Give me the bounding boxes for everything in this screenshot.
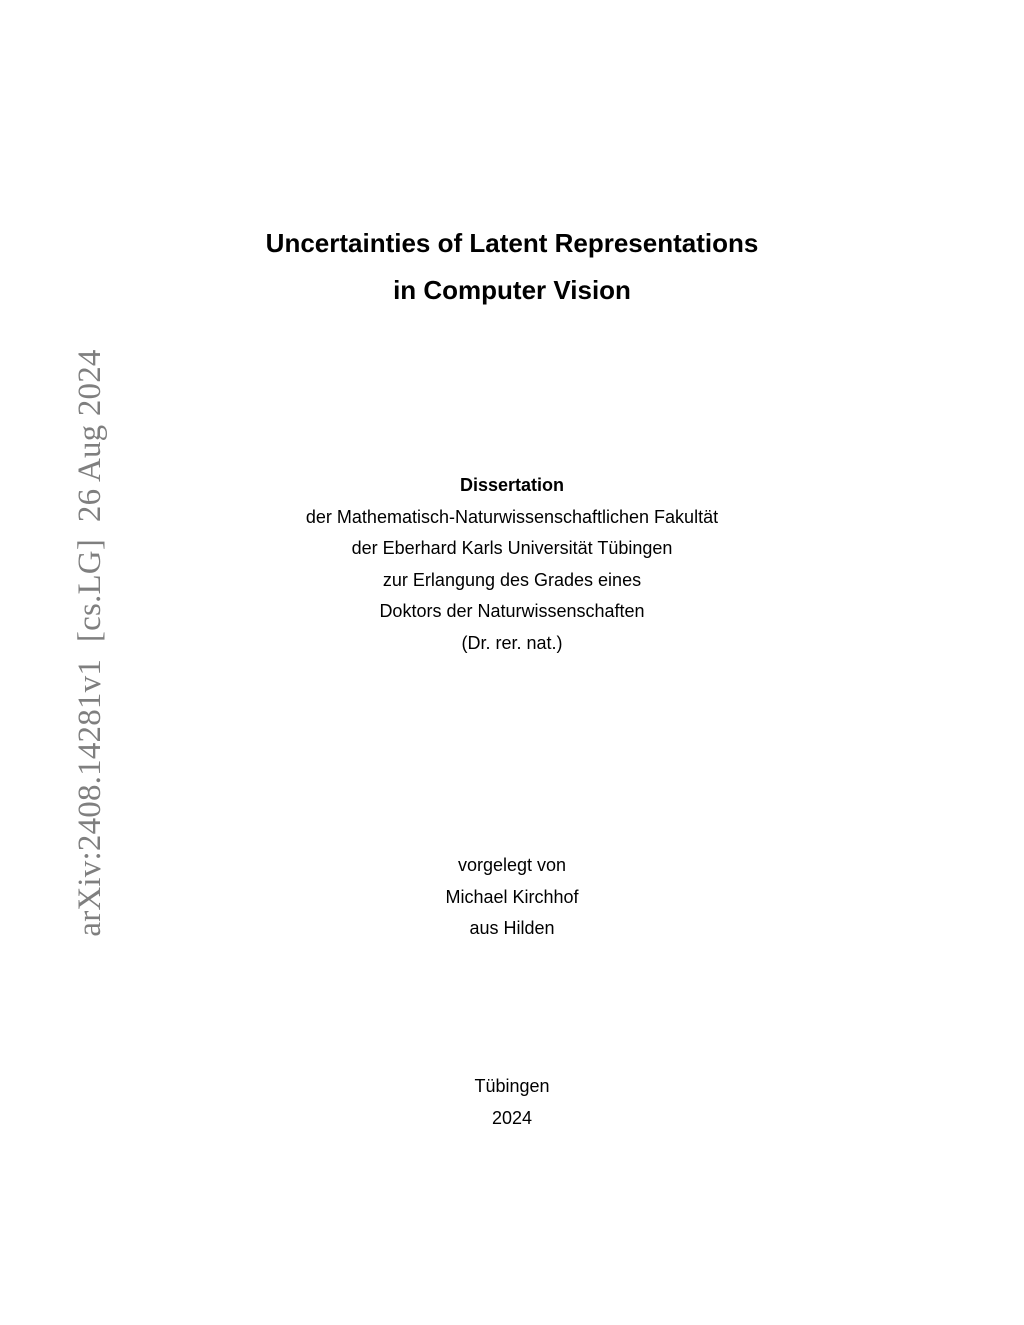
dissertation-line: (Dr. rer. nat.) <box>461 632 563 653</box>
author-block <box>0 850 1024 945</box>
thesis-title <box>0 220 1024 314</box>
place-year: 2024 <box>491 1107 533 1128</box>
place-and-year <box>0 1071 1024 1134</box>
dissertation-heading: Dissertation <box>459 475 565 495</box>
author-origin: aus Hilden <box>469 918 555 939</box>
dissertation-statement <box>0 470 1024 660</box>
arxiv-identifier-stamp[interactable]: arXiv:2408.14281v1 [cs.LG] 26 Aug 2024 <box>72 349 108 937</box>
dissertation-line: zur Erlangung des Grades eines <box>382 569 642 590</box>
dissertation-line: der Mathematisch-Naturwissenschaftlichen Fakultät <box>305 506 719 527</box>
author-name: Michael Kirchhof <box>445 886 579 907</box>
place-city: Tübingen <box>474 1076 550 1096</box>
title-line-2: in Computer Vision <box>393 275 631 305</box>
title-line-1: Uncertainties of Latent Representations <box>265 228 759 258</box>
dissertation-line: der Eberhard Karls Universität Tübingen <box>351 538 673 559</box>
dissertation-line: Doktors der Naturwissenschaften <box>379 601 645 622</box>
submitted-by-label: vorgelegt von <box>457 855 567 875</box>
